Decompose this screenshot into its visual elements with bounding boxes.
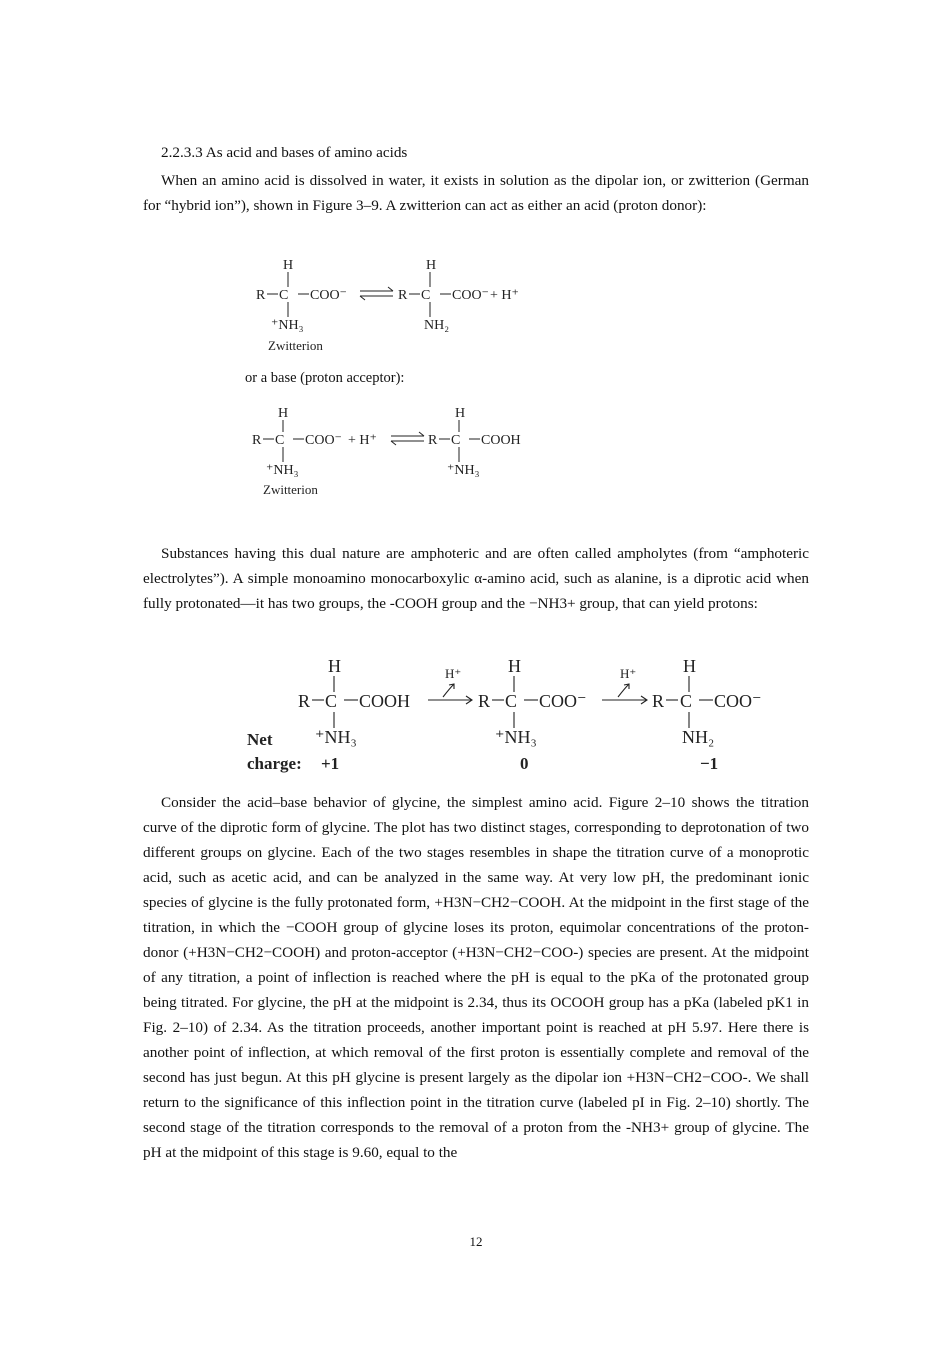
svg-text:R: R [428, 433, 438, 448]
svg-text:Net: Net [247, 730, 273, 749]
paragraph-2: Substances having this dual nature are amphoteric and are often called ampholytes (from “amphoteric electrolytes”). A simple monoamino monocarboxylic α-amino acid, such as alanine, is a diprotic acid when fully protonated—it has two groups, the -COOH group and the −NH3+ group, that can yield protons: [143, 545, 809, 612]
svg-text:COOH: COOH [359, 691, 411, 711]
svg-text:H: H [328, 656, 341, 676]
svg-text:COO⁻: COO⁻ [714, 691, 762, 711]
paragraph-1: When an amino acid is dissolved in water, it exists in solution as the dipolar ion, or zwitterion (German for “hybrid ion”), shown in Figure 3–9. A zwitterion can act as either an acid (proton donor): [143, 172, 809, 214]
scheme-base [248, 400, 548, 500]
svg-text:⁺NH₃: ⁺NH₃ [315, 727, 357, 747]
svg-text:−1: −1 [700, 754, 719, 773]
page-number: 12 [469, 1234, 483, 1249]
svg-text:⁺NH₃: ⁺NH₃ [271, 318, 304, 333]
svg-text:+ H⁺: + H⁺ [490, 288, 519, 303]
svg-text:C: C [451, 433, 461, 448]
svg-text:⁺NH₃: ⁺NH₃ [447, 463, 480, 478]
svg-text:R: R [298, 691, 311, 711]
svg-text:C: C [325, 691, 338, 711]
svg-text:H: H [426, 258, 437, 273]
svg-text:H: H [283, 258, 294, 273]
section-heading: 2.2.3.3 As acid and bases of amino acids [161, 144, 408, 161]
svg-text:COO⁻: COO⁻ [310, 288, 347, 303]
svg-text:H: H [683, 656, 696, 676]
svg-text:COO⁻: COO⁻ [539, 691, 587, 711]
svg-text:COO⁻: COO⁻ [305, 433, 342, 448]
svg-text:C: C [279, 288, 289, 303]
svg-text:⁺NH₃: ⁺NH₃ [266, 463, 299, 478]
scheme-acid [250, 252, 550, 358]
svg-text:charge:: charge: [247, 754, 302, 773]
svg-text:Zwitterion: Zwitterion [268, 338, 323, 353]
svg-text:+ H⁺: + H⁺ [348, 433, 377, 448]
svg-text:⁺NH₃: ⁺NH₃ [495, 727, 537, 747]
svg-text:NH₂: NH₂ [424, 318, 450, 333]
svg-text:C: C [680, 691, 693, 711]
svg-text:H: H [455, 406, 466, 421]
paragraph-3: Consider the acid–base behavior of glycine, the simplest amino acid. Figure 2–10 shows the titration curve of the diprotic form of glycine. The plot has two distinct stages, corresponding to deprotonation of two different groups on glycine. Each of the two stages resembles in shape the titration curve of a monoprotic acid, such as acetic acid, and can be analyzed in the same way. At very low pH, the predominant ionic species of glycine is the fully protonated form, +H3N−CH2−COOH. At the midpoint in the first stage of the titration, in which the −COOH group of glycine loses its proton, equimolar concentrations of the proton-donor (+H3N−CH2−COOH) and proton-acceptor (+H3N−CH2−COO-) species are present. At the midpoint of any titration, a point of inflection is reached where the pH is equal to the pKa of the protonated group being titrated. For glycine, the pH at the midpoint is 2.34, thus its OCOOH group has a pKa (labeled pK1 in Fig. 2–10) of 2.34. As the titration proceeds, another important point is reached at pH 5.97. Here there is another point of inflection, at which removal of the first proton is essentially complete and removal of the second has just begun. At this pH glycine is present largely as the dipolar ion +H3N−CH2−COO-. We shall return to the significance of this inflection point in the titration curve (labeled pI in Fig. 2–10) shortly. The second stage of the titration corresponds to the removal of a proton from the -NH3+ group of glycine. The pH at the midpoint of this stage is 9.60, equal to the [143, 794, 809, 1161]
svg-text:C: C [421, 288, 431, 303]
or-base-label: or a base (proton acceptor): [245, 370, 405, 386]
svg-text:R: R [252, 433, 262, 448]
svg-text:R: R [478, 691, 491, 711]
svg-text:H: H [278, 406, 289, 421]
svg-text:+1: +1 [321, 754, 340, 773]
svg-text:0: 0 [520, 754, 529, 773]
svg-text:R: R [652, 691, 665, 711]
svg-text:R: R [398, 288, 408, 303]
svg-text:H⁺: H⁺ [620, 666, 637, 681]
svg-text:C: C [275, 433, 285, 448]
svg-text:R: R [256, 288, 266, 303]
svg-text:C: C [505, 691, 518, 711]
svg-text:H⁺: H⁺ [445, 666, 462, 681]
svg-text:H: H [508, 656, 521, 676]
scheme-diprotic [240, 650, 780, 780]
svg-text:Zwitterion: Zwitterion [263, 482, 318, 497]
svg-text:COOH: COOH [481, 433, 521, 448]
svg-text:NH₂: NH₂ [682, 727, 715, 747]
svg-text:COO⁻: COO⁻ [452, 288, 489, 303]
